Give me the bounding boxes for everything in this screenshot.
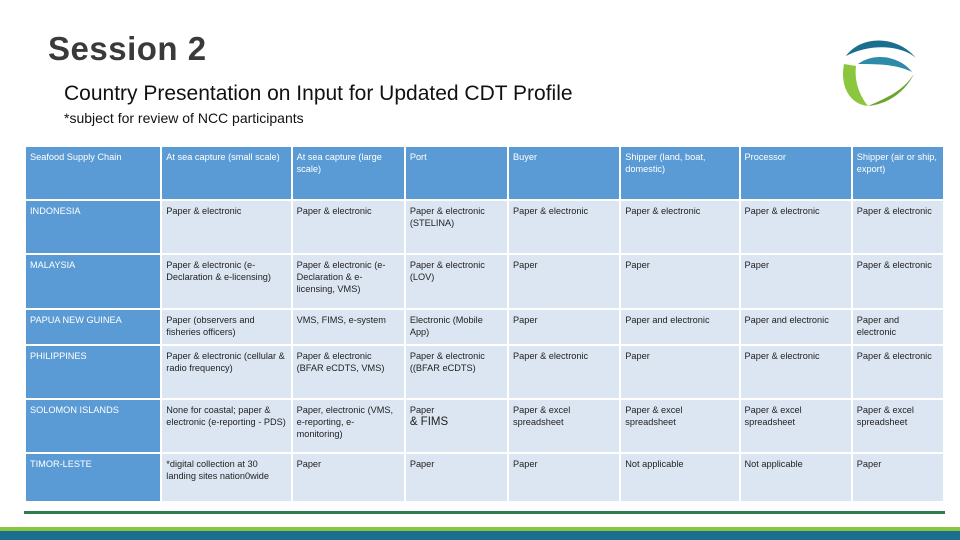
country-cell: PHILIPPINES xyxy=(26,346,160,398)
table-cell: Paper xyxy=(509,310,619,344)
table-cell: Paper xyxy=(293,454,404,501)
table-cell: *digital collection at 30 landing sites nation0wide xyxy=(162,454,290,501)
column-header: Port xyxy=(406,147,507,199)
table-header-row xyxy=(26,147,943,199)
table-cell: Paper & electronic xyxy=(853,201,943,253)
table-cell: Paper & electronic (e-Declaration & e-licensing, VMS) xyxy=(293,255,404,308)
table-row xyxy=(26,201,943,253)
table-cell: Paper & electronic (e-Declaration & e-licensing) xyxy=(162,255,290,308)
country-cell: PAPUA NEW GUINEA xyxy=(26,310,160,344)
table-cell: Paper & electronic xyxy=(853,346,943,398)
table-cell: Paper xyxy=(621,346,738,398)
cdt-profile-table xyxy=(24,145,945,503)
table-cell: Paper & excel spreadsheet xyxy=(509,400,619,452)
table-cell: Not applicable xyxy=(621,454,738,501)
table-cell: VMS, FIMS, e-system xyxy=(293,310,404,344)
column-header: At sea capture (small scale) xyxy=(162,147,290,199)
table-cell: Paper & electronic xyxy=(741,201,851,253)
table-cell: Paper & electronic (STELINA) xyxy=(406,201,507,253)
column-header: Shipper (air or ship, export) xyxy=(853,147,943,199)
table-row xyxy=(26,454,943,501)
table-row xyxy=(26,400,943,452)
slide-subtitle: Country Presentation on Input for Updated CDT Profile xyxy=(64,82,573,105)
country-cell: MALAYSIA xyxy=(26,255,160,308)
column-header: At sea capture (large scale) xyxy=(293,147,404,199)
table-cell: Paper xyxy=(741,255,851,308)
table-cell: Paper xyxy=(406,454,507,501)
footer-band-teal xyxy=(0,531,960,540)
table-cell: Paper xyxy=(509,454,619,501)
column-header: Seafood Supply Chain xyxy=(26,147,160,199)
table-cell: Paper xyxy=(853,454,943,501)
table-cell: Paper & electronic xyxy=(621,201,738,253)
table-cell: Paper & electronic xyxy=(853,255,943,308)
table-cell: Paper (observers and fisheries officers) xyxy=(162,310,290,344)
table-cell: Paper & excel spreadsheet xyxy=(741,400,851,452)
table-cell: Paper & electronic (LOV) xyxy=(406,255,507,308)
table-row xyxy=(26,310,943,344)
table-cell: Paper xyxy=(621,255,738,308)
table-cell: None for coastal; paper & electronic (e-reporting - PDS) xyxy=(162,400,290,452)
table-row xyxy=(26,346,943,398)
table-cell: Paper & electronic xyxy=(293,201,404,253)
table-cell: Paper & electronic xyxy=(509,201,619,253)
table-row xyxy=(26,255,943,308)
table-cell: Paper and electronic xyxy=(621,310,738,344)
page-title: Session 2 xyxy=(48,30,207,67)
cell-text-extra: & FIMS xyxy=(409,416,449,428)
table-cell: Paper & electronic ((BFAR eCDTS) xyxy=(406,346,507,398)
table-cell: Paper xyxy=(509,255,619,308)
table-cell xyxy=(406,400,507,452)
table-cell: Paper & electronic (BFAR eCDTS, VMS) xyxy=(293,346,404,398)
country-cell: INDONESIA xyxy=(26,201,160,253)
table-cell: Paper & electronic (cellular & radio frequency) xyxy=(162,346,290,398)
cell-text: Paper xyxy=(409,405,435,415)
footer-rule xyxy=(24,511,945,514)
table-cell: Paper and electronic xyxy=(853,310,943,344)
table-cell: Paper and electronic xyxy=(741,310,851,344)
column-header: Shipper (land, boat, domestic) xyxy=(621,147,738,199)
table-cell: Not applicable xyxy=(741,454,851,501)
country-cell: TIMOR-LESTE xyxy=(26,454,160,501)
table-cell: Paper & excel spreadsheet xyxy=(621,400,738,452)
country-cell: SOLOMON ISLANDS xyxy=(26,400,160,452)
table-cell: Paper & electronic xyxy=(162,201,290,253)
table-cell: Paper & excel spreadsheet xyxy=(853,400,943,452)
table-cell: Paper & electronic xyxy=(741,346,851,398)
column-header: Buyer xyxy=(509,147,619,199)
review-note: *subject for review of NCC participants xyxy=(64,110,304,126)
leaf-logo-icon xyxy=(838,34,918,108)
table-cell: Paper, electronic (VMS, e-reporting, e-monitoring) xyxy=(293,400,404,452)
table-cell: Paper & electronic xyxy=(509,346,619,398)
column-header: Processor xyxy=(741,147,851,199)
table-cell: Electronic (Mobile App) xyxy=(406,310,507,344)
